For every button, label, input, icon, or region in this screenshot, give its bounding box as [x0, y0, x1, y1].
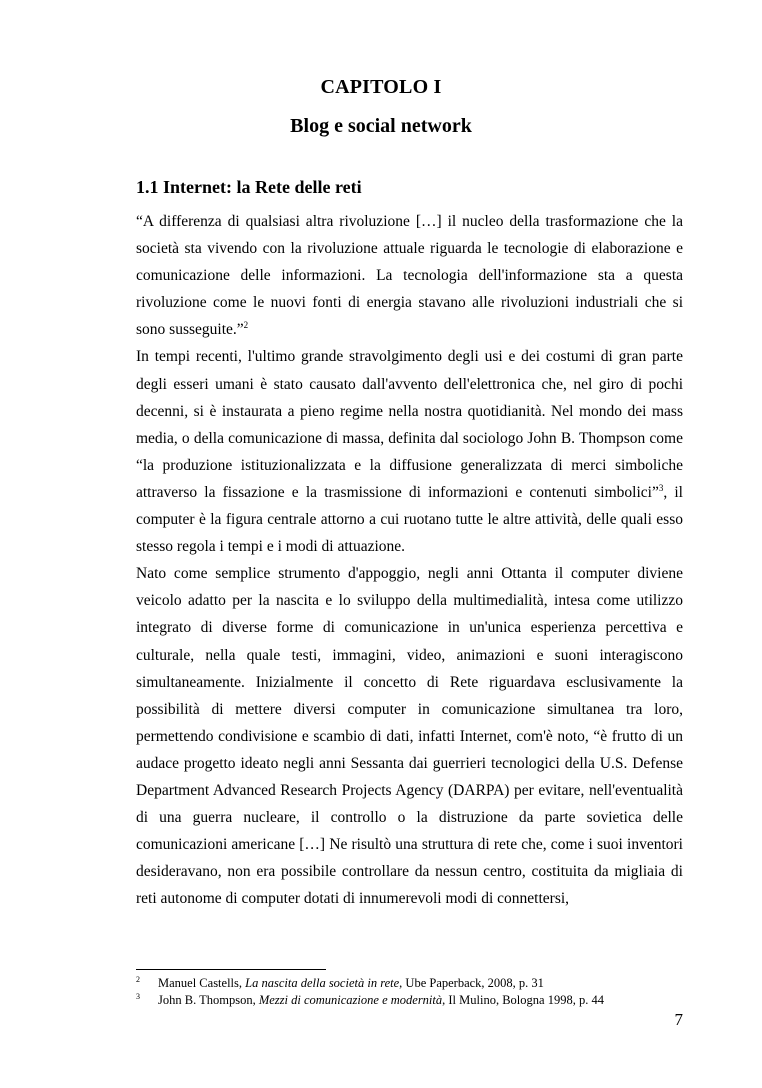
section-heading: 1.1 Internet: la Rete delle reti	[136, 177, 362, 197]
footnote-author: Manuel Castells,	[158, 976, 246, 990]
paragraph	[136, 560, 683, 912]
paragraph-text: , il computer è la figura centrale attorno a cui ruotano tutte le altre attività, delle quali esso stesso regola i tempi e i modi di attuazione.	[136, 483, 683, 556]
footnote-divider	[136, 969, 326, 970]
body-text	[136, 208, 683, 912]
footnote-reference: 3	[658, 482, 664, 493]
paragraph-text: In tempi recenti, l'ultimo grande stravolgimento degli usi e dei costumi di gran parte degli esseri umani è stato causato dall'avvento dell'elettronica che, nel giro di pochi decenni, si è instaurata a pieno regime nella nostra quotidianità. Nel mondo dei mass media, o della comunicazione di massa, definita dal sociologo John B. Thompson come “la produzione istituzionalizzata e la diffusione generalizzata di merci simboliche attraverso la fissazione e la trasmissione di informazioni e contenuti simbolici”	[136, 348, 683, 501]
footnote	[136, 975, 696, 992]
footnote-number: 2	[136, 975, 140, 984]
footnote-details: , Il Mulino, Bologna 1998, p. 44	[442, 993, 604, 1007]
footnote-title: La nascita della società in rete	[245, 976, 400, 990]
footnote	[136, 992, 696, 1009]
paragraph	[136, 343, 683, 560]
footnote-title: Mezzi di comunicazione e modernità	[258, 993, 443, 1007]
chapter-title: Blog e social network	[290, 115, 472, 137]
footnote-number: 3	[136, 992, 140, 1001]
paragraph-text: “A differenza di qualsiasi altra rivoluzione […] il nucleo della trasformazione che la società sta vivendo con la rivoluzione attuale riguarda le tecnologie di elaborazione e comunicazione delle informazioni. La tecnologia dell'informazione sta a questa rivoluzione come le nuovi fonti di energia stavano alle rivoluzioni industriali che si sono susseguite.”	[136, 213, 683, 339]
paragraph-quote	[136, 208, 683, 343]
footnote-author: John B. Thompson,	[158, 993, 259, 1007]
footnotes	[136, 975, 696, 1009]
chapter-label: CAPITOLO I	[320, 76, 442, 98]
footnote-details: , Ube Paperback, 2008, p. 31	[399, 976, 544, 990]
paragraph-text: Nato come semplice strumento d'appoggio, negli anni Ottanta il computer diviene veicolo adatto per la nascita e lo sviluppo della multimedialità, intesa come utilizzo integrato di diverse forme di comunicazione in un'unica esperienza percettiva e culturale, nella quale testi, immagini, video, animazioni e suoni interagiscono simultaneamente. Inizialmente il concetto di Rete riguardava esclusivamente la possibilità di mettere diversi computer in comunicazione simultanea tra loro, permettendo condivisione e scambio di dati, infatti Internet, com'è noto, “è frutto di un audace progetto ideato negli anni Sessanta dai guerrieri tecnologici della U.S. Defense Department Advanced Research Projects Agency (DARPA) per evitare, nell'eventualità di una guerra nucleare, il controllo o la distruzione da parte sovietica delle comunicazioni americane […] Ne risultò una struttura di rete che, come i suoi inventori desideravano, non era possibile controllare da nessun centro, costituita da migliaia di reti autonome di computer dotati di innumerevoli modi di connettersi,	[136, 565, 683, 908]
footnote-reference: 2	[243, 320, 249, 331]
page-number: 7	[674, 1010, 683, 1029]
